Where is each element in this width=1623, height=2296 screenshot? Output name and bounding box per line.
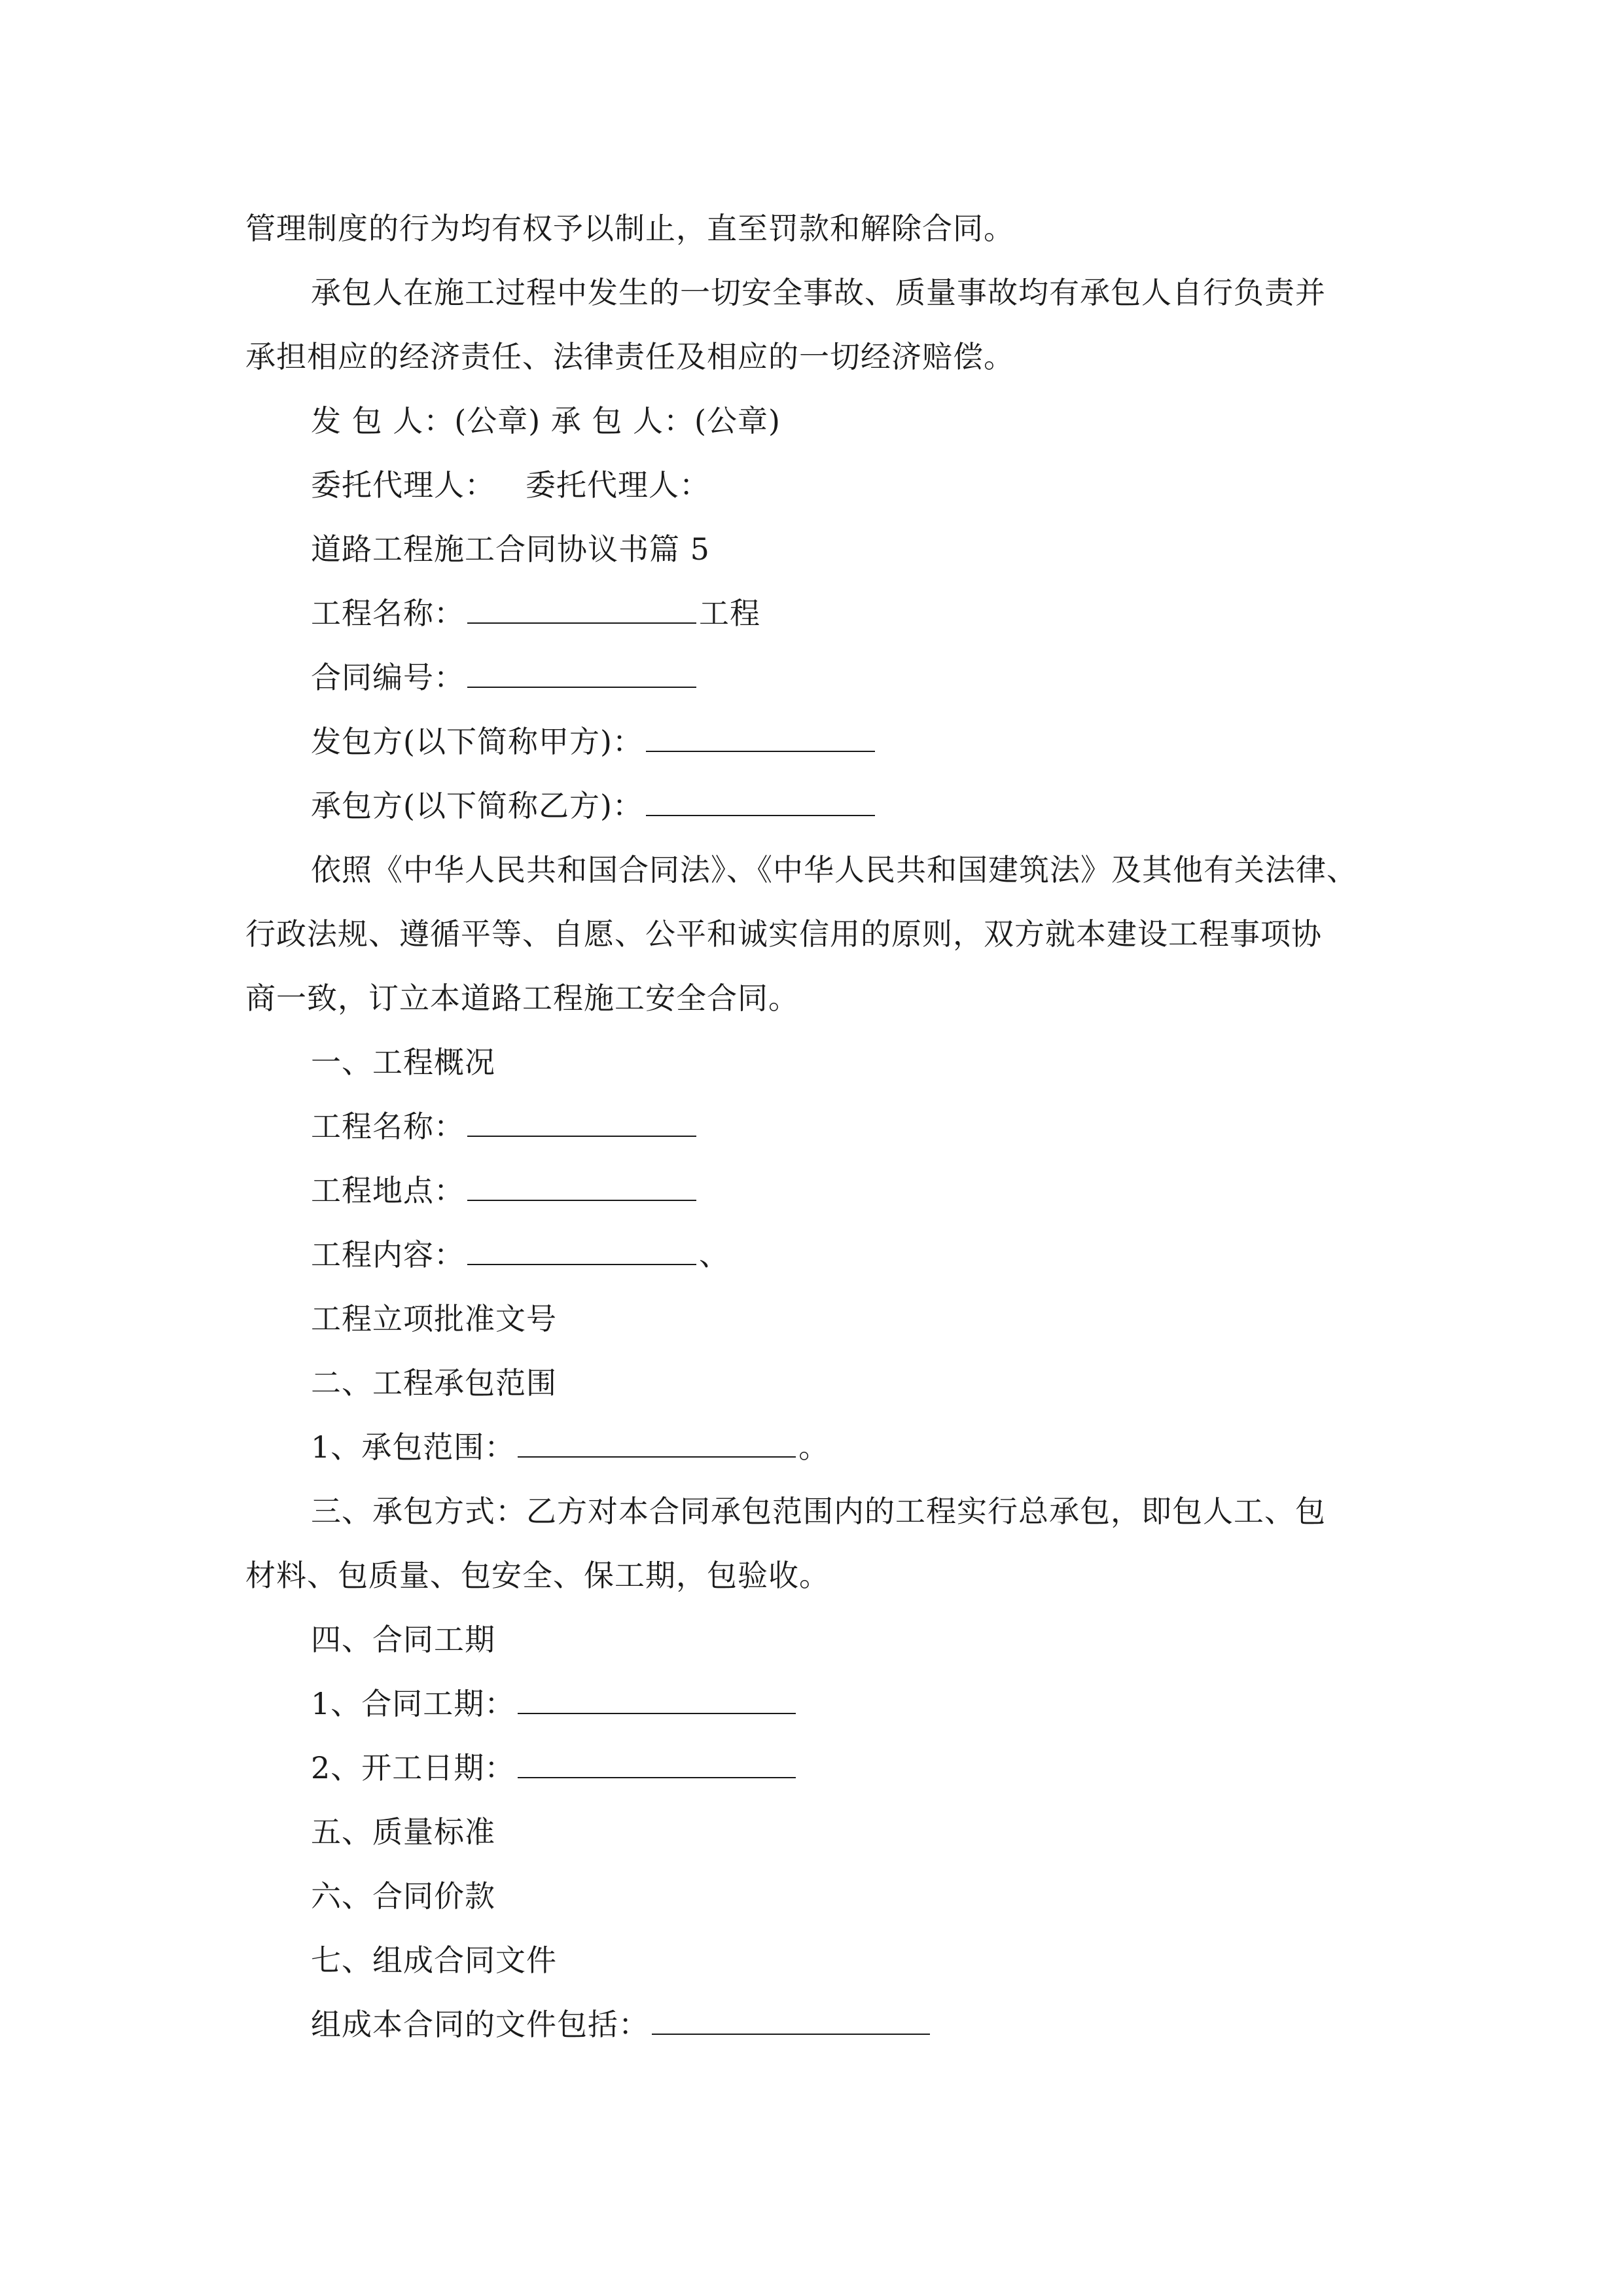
period-blank bbox=[518, 1687, 796, 1714]
party-b-field bbox=[245, 774, 1381, 838]
agent-left-label: 委托代理人： bbox=[311, 467, 495, 503]
contract-no-blank bbox=[467, 660, 696, 688]
project-name-suffix: 工程 bbox=[699, 596, 760, 631]
docs-blank bbox=[652, 2007, 930, 2035]
project-name-label: 工程名称： bbox=[311, 596, 465, 631]
paragraph-line: 管理制度的行为均有权予以制止，直至罚款和解除合同。 bbox=[245, 211, 1014, 246]
start-date-label: 2、开工日期： bbox=[311, 1750, 516, 1785]
paragraph-line: 商一致，订立本道路工程施工安全合同。 bbox=[245, 980, 799, 1016]
heading-5: 五、质量标准 bbox=[311, 1814, 495, 1850]
heading-4: 四、合同工期 bbox=[311, 1622, 495, 1657]
scope-blank bbox=[518, 1430, 796, 1458]
document-body bbox=[245, 196, 1381, 2056]
party-a-label: 发包方(以下简称甲方)： bbox=[311, 724, 643, 759]
party-b-label: 承包方(以下简称乙方)： bbox=[311, 788, 643, 823]
party-a-blank bbox=[646, 725, 875, 752]
contract-no-label: 合同编号： bbox=[311, 660, 465, 695]
name-label: 工程名称： bbox=[311, 1109, 465, 1144]
content-label: 工程内容： bbox=[311, 1237, 465, 1272]
paragraph-line: 行政法规、遵循平等、自愿、公平和诚实信用的原则，双方就本建设工程事项协 bbox=[245, 916, 1322, 952]
location-label: 工程地点： bbox=[311, 1173, 465, 1208]
start-date-blank bbox=[518, 1751, 796, 1778]
section-title: 道路工程施工合同协议书篇 5 bbox=[311, 531, 710, 567]
party-b-blank bbox=[646, 789, 875, 816]
start-date-field bbox=[245, 1736, 1381, 1800]
agent-line bbox=[245, 453, 1381, 517]
scope-suffix: 。 bbox=[798, 1429, 830, 1465]
location-blank bbox=[467, 1174, 696, 1201]
signature-line: 发 包 人：(公章) 承 包 人：(公章) bbox=[311, 403, 781, 439]
heading-6: 六、合同价款 bbox=[311, 1878, 495, 1914]
heading-3: 三、承包方式：乙方对本合同承包范围内的工程实行总承包，即包人工、包 bbox=[311, 1494, 1326, 1529]
paragraph-line: 承包人在施工过程中发生的一切安全事故、质量事故均有承包人自行负责并 bbox=[311, 275, 1326, 310]
paragraph-line: 材料、包质量、包安全、保工期，包验收。 bbox=[245, 1558, 830, 1593]
content-blank bbox=[467, 1238, 696, 1265]
approval-line: 工程立项批准文号 bbox=[311, 1301, 557, 1336]
contract-no-field bbox=[245, 645, 1381, 709]
project-name-field bbox=[245, 581, 1381, 645]
docs-label: 组成本合同的文件包括： bbox=[311, 2007, 649, 2042]
content-suffix: 、 bbox=[699, 1237, 730, 1272]
paragraph-line: 依照《中华人民共和国合同法》、《中华人民共和国建筑法》及其他有关法律、 bbox=[311, 852, 1357, 888]
project-name-blank bbox=[467, 596, 696, 624]
party-a-field bbox=[245, 709, 1381, 774]
period-field bbox=[245, 1672, 1381, 1736]
content-field bbox=[245, 1223, 1381, 1287]
agent-right-label: 委托代理人： bbox=[526, 467, 710, 503]
name-field bbox=[245, 1094, 1381, 1158]
period-label: 1、合同工期： bbox=[311, 1686, 516, 1721]
scope-field bbox=[245, 1415, 1381, 1479]
heading-7: 七、组成合同文件 bbox=[311, 1943, 557, 1978]
name-blank bbox=[467, 1109, 696, 1137]
scope-label: 1、承包范围： bbox=[311, 1429, 516, 1465]
docs-field bbox=[245, 1992, 1381, 2056]
heading-1: 一、工程概况 bbox=[311, 1045, 495, 1080]
paragraph-line: 承担相应的经济责任、法律责任及相应的一切经济赔偿。 bbox=[245, 339, 1014, 374]
heading-2: 二、工程承包范围 bbox=[311, 1365, 557, 1401]
location-field bbox=[245, 1158, 1381, 1223]
